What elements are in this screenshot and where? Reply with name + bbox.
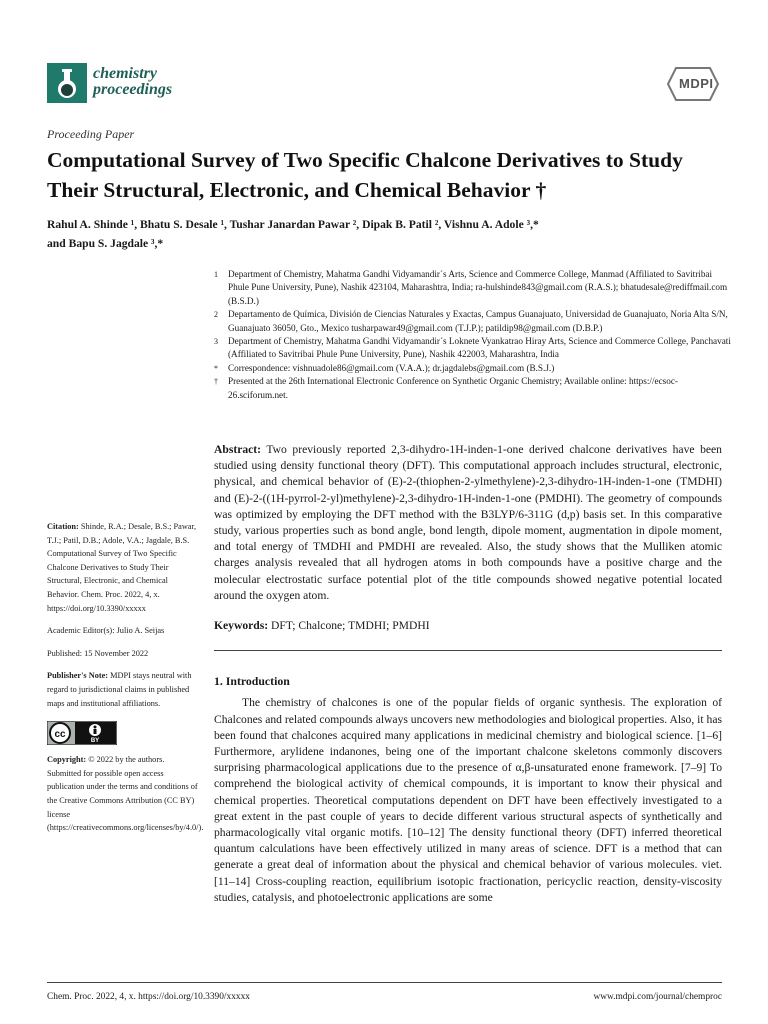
affiliation-text: Department of Chemistry, Mahatma Gandhi Vidyamandir´s Arts, Science and Commerce College, Manmad (Affiliated to Savitribai Phule Pune University, Pune), Nashik 423104, Maharashtra, India; ra-hulshinde843@gmail.com (R.A.S.); bhatudesale@rediffmail.com (B.S.D.) (228, 269, 728, 306)
section-divider (214, 650, 722, 651)
conference-note-text: Presented at the 26th International Electronic Conference on Synthetic Organic Chemistry; Available online: https://ecsoc-26.sciforum.net. (228, 376, 678, 400)
footer-divider (47, 982, 722, 983)
sidebar-metadata (47, 520, 204, 844)
journal-name-line2: proceedings (93, 81, 173, 98)
main-content (214, 442, 722, 906)
mdpi-logo (667, 66, 719, 102)
affiliation-item (214, 308, 734, 335)
author-list (47, 215, 737, 253)
publisher-name: MDPI (679, 76, 714, 91)
footer-journal-url[interactable]: www.mdpi.com/journal/chemproc (593, 992, 722, 1002)
affiliation-mark: 1 (214, 270, 218, 279)
citation-text: Shinde, R.A.; Desale, B.S.; Pawar, T.J.; Patil, D.B.; Adole, V.A.; Jagdale, B.S. Computational Survey of Two Specific Chalcone Derivatives to Study Their Structural, Electronic, and Chemical Behavior. Chem. Proc. 2022, 4, x. https://doi.org/10.3390/xxxxx (47, 522, 197, 613)
copyright (47, 753, 204, 835)
cc-by-license-icon[interactable] (47, 721, 117, 745)
abstract-text: Two previously reported 2,3-dihydro-1H-inden-1-one derived chalcone derivatives have been studied using density functional theory (DFT). This computational approach includes structural, electronic, physical, and chemical behavior of (E)-2-(thiophen-2-ylmethylene)-2,3-dihydro-1H-inden-1-one (TMDHI) and (E)-2-((1H-pyrrol-2-yl)methylene)-2,3-dihydro-1H-inden-1-one (PMDHI). The geometry of compounds was optimized by employing the DFT method with the B3LYP/6-311G (d,p) basis set. In this comparative study, various properties such as bond angle, bond length, dipole moment, augmentation in dipole moment, and total energy of TMDHI and PMDHI are revealed. Also, the study shows that the Mulliken atomic charges analysis revealed that all hydrogen atoms in both compounds have a positive charge and the molecular electrostatic surface potential plot of the title compounds showed negative potential located around the oxygen atom. (214, 443, 722, 602)
academic-editor: Academic Editor(s): Julio A. Seijas (47, 626, 165, 636)
svg-text:cc: cc (54, 729, 66, 741)
citation-label: Citation: (47, 522, 79, 531)
affiliation-mark: 2 (214, 310, 218, 320)
footer-citation: Chem. Proc. 2022, 4, x. https://doi.org/10.3390/xxxxx (47, 992, 250, 1002)
affiliation-item (214, 335, 734, 362)
authors-line-2: and Bapu S. Jagdale ³,* (47, 237, 164, 250)
affiliation-mark: * (214, 363, 218, 373)
paper-title: Computational Survey of Two Specific Chalcone Derivatives to Study Their Structural, Electronic, and Chemical Behavior † (47, 148, 683, 202)
cc-by-label: BY (90, 738, 100, 745)
publishers-note (47, 669, 199, 710)
journal-name-line1: chemistry (93, 65, 157, 82)
abstract (214, 442, 722, 604)
conference-note-item (214, 375, 734, 402)
keywords-label: Keywords: (214, 619, 269, 633)
published-date: Published: 15 November 2022 (47, 648, 149, 658)
affiliation-mark: 3 (214, 337, 218, 347)
publishers-note-text: MDPI stays neutral with regard to jurisdictional claims in published maps and institutional affiliations. (47, 671, 192, 708)
affiliations-list (214, 268, 734, 402)
copyright-label: Copyright: (47, 755, 87, 765)
paper-type: Proceeding Paper (47, 127, 135, 141)
section-heading-introduction: 1. Introduction (214, 674, 290, 689)
introduction-body: The chemistry of chalcones is one of the popular fields of organic synthesis. The exploration of Chalcones and related compounds always uncovers new methodologies and biological properties. Also, it has been found that chalcones acquired many applications in medicinal chemistry and biological science. [1–6] Furthermore, arylidene indanones, being one of the important chalcone skeletons commonly discovers surprising pharmacological applications due to the presence of α,β-unsaturated enone framework. [7–9] To comprehend the biological activity of chemical compounds, it is important to know their physical and chemical properties. Theoretical computations dependent on DFT have been effectively investigated to a great extent in the past couple of years to decide different various structural aspects of synthetically and pharmacologically vital organic motifs. [10–12] The density functional theory (DFT) inferred theoretical quantum calculations have been effectively utilized in many areas of science. DFT is a method that can generate a great deal of information about the physical and chemical behavior of various molecules. viet. [11–14] Cross-coupling reaction, equilibrium isotopic fractionation, pericyclic reaction, density-viscosity studies, catalysis, and photoelectronic applications are some (214, 696, 722, 904)
journal-name (93, 66, 172, 98)
authors-line-1: Rahul A. Shinde ¹, Bhatu S. Desale ¹, Tushar Janardan Pawar ², Dipak B. Patil ², Vishnu A. Adole ³,* (47, 218, 539, 231)
abstract-label: Abstract: (214, 443, 262, 456)
affiliation-text: Department of Chemistry, Mahatma Gandhi Vidyamandir´s Loknete Vyankatrao Hiray Arts, Science and Commerce College, Panchavati (Affiliated to Savitribai Phule Pune University, Pune), Nashik 422003, Maharashtra, India (228, 336, 731, 360)
affiliation-mark: † (214, 377, 218, 387)
correspondence-text: Correspondence: vishnuadole86@gmail.com (V.A.A.); dr.jagdalebs@gmail.com (B.S.J.) (228, 362, 555, 373)
flask-icon (47, 63, 87, 103)
citation (47, 520, 199, 615)
keywords-text: DFT; Chalcone; TMDHI; PMDHI (271, 619, 430, 633)
copyright-text: © 2022 by the authors. Submitted for possible open access publication under the terms and conditions of the Creative Commons Attribution (CC BY) license (https://creativecommons.org/licenses/by/4.0/). (47, 755, 204, 833)
keywords (214, 618, 722, 634)
affiliation-item (214, 268, 734, 308)
correspondence-item (214, 362, 734, 375)
affiliation-text: Departamento de Química, División de Ciencias Naturales y Exactas, Campus Guanajuato, Universidad de Guanajuato, Noria Alta S/N, Guanajuato 36050, Gto., Mexico tusharpawar49@gmail.com (T.J.P.); patildip98@gmail.com (D.B.P.) (228, 309, 728, 333)
publishers-note-label: Publisher's Note: (47, 671, 109, 681)
